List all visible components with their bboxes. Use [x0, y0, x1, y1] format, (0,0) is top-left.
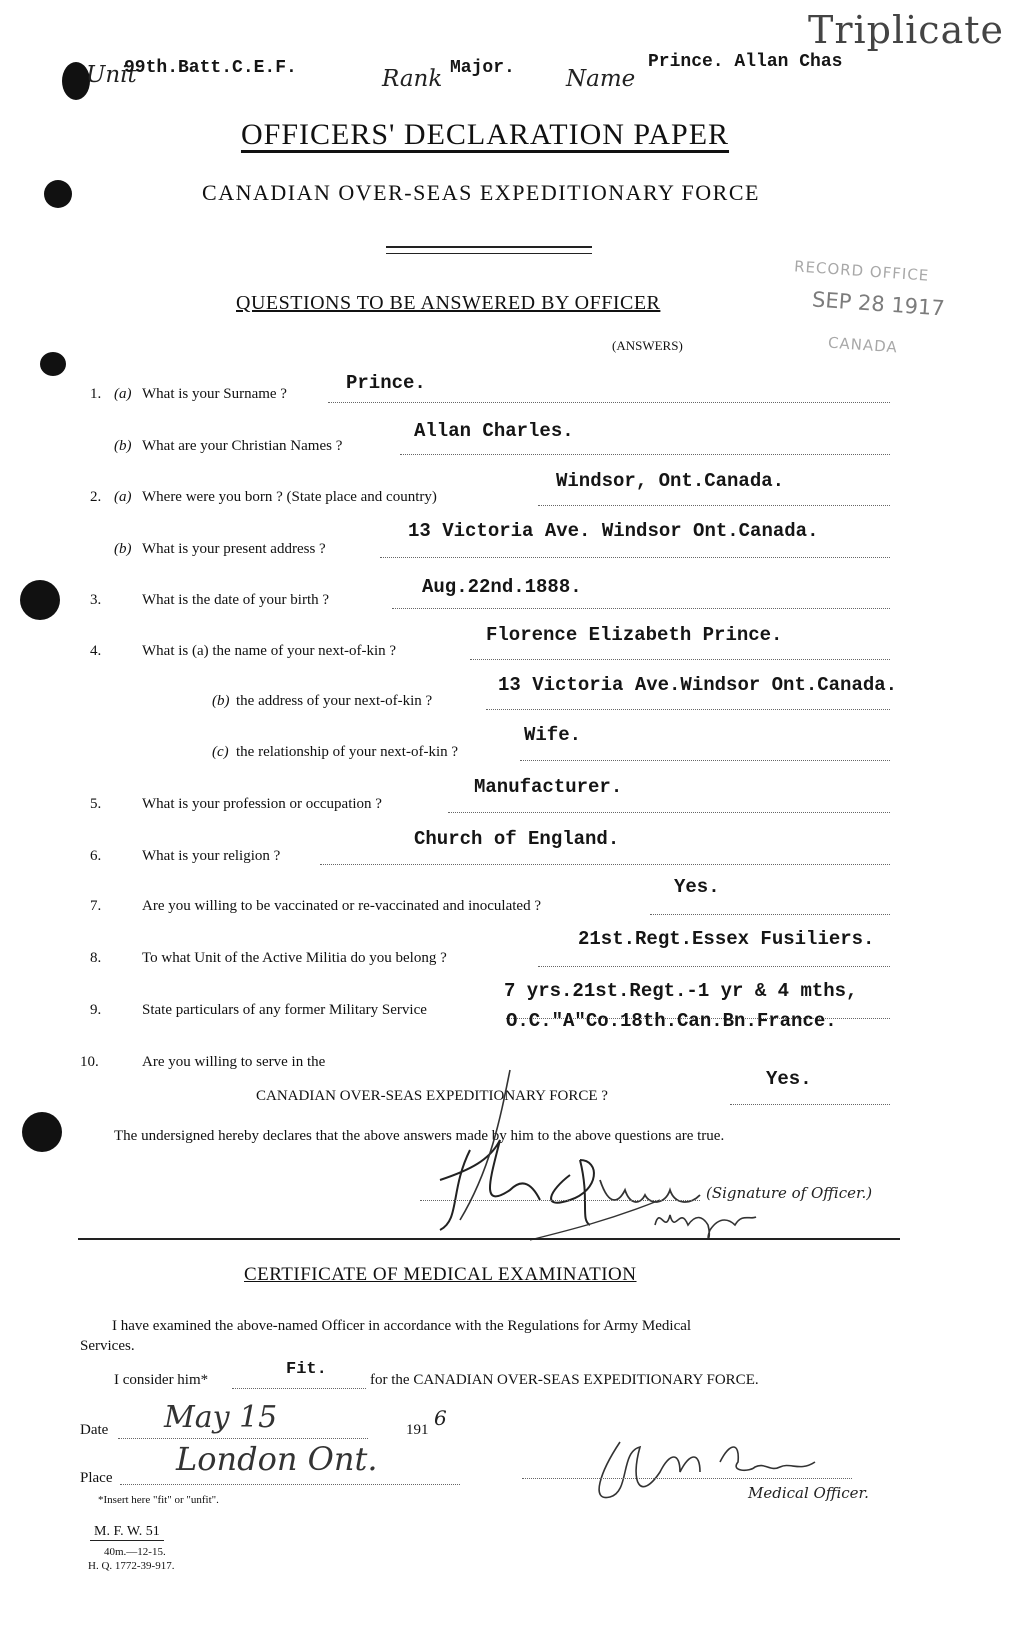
answer-text: Church of England. [414, 828, 620, 850]
year-prefix: 191 [406, 1422, 429, 1438]
question-text: What is your religion ? [142, 848, 281, 864]
answer-text: 13 Victoria Ave.Windsor Ont.Canada. [498, 674, 898, 696]
answer-line [538, 966, 890, 967]
rank-value: Major. [450, 58, 515, 78]
answer-line [380, 557, 890, 558]
question-text: Are you willing to serve in the [142, 1054, 326, 1070]
question-number: 7. [90, 898, 102, 914]
stamp-line1: RECORD OFFICE [793, 257, 930, 285]
question-number: 3. [90, 592, 102, 608]
answer-text: Manufacturer. [474, 776, 623, 798]
answer-text: Aug.22nd.1888. [422, 576, 582, 598]
answer-text: 21st.Regt.Essex Fusiliers. [578, 928, 875, 950]
answer-line [320, 864, 890, 865]
answer-line [400, 454, 890, 455]
punch-hole [40, 352, 66, 376]
place-value: London Ont. [176, 1440, 378, 1478]
medical-statement: I have examined the above-named Officer in accordance with the Regulations for Army Medical [112, 1318, 692, 1334]
print-run: 40m.—12-15. [104, 1546, 166, 1558]
question-text: To what Unit of the Active Militia do you belong ? [142, 950, 447, 966]
answer-text: Windsor, Ont.Canada. [556, 470, 785, 492]
question-number: 5. [90, 796, 102, 812]
question-number: 10. [80, 1054, 99, 1070]
medical-heading: CERTIFICATE OF MEDICAL EXAMINATION [244, 1264, 637, 1285]
answer-text: Florence Elizabeth Prince. [486, 624, 783, 646]
date-label: Date [80, 1422, 109, 1438]
question-number: 4. [90, 643, 102, 659]
consider-prefix: I consider him* [114, 1372, 209, 1388]
question-text: What are your Christian Names ? [142, 438, 343, 454]
signature-label: (Signature of Officer.) [706, 1184, 873, 1202]
medical-officer-line [522, 1478, 852, 1479]
answers-heading: (ANSWERS) [612, 338, 683, 353]
date-line [118, 1438, 368, 1439]
rank-label: Rank [382, 66, 443, 92]
question-number: 2. [90, 489, 102, 505]
question-number: 6. [90, 848, 102, 864]
answer-text: 7 yrs.21st.Regt.-1 yr & 4 mths, [504, 980, 858, 1002]
title-rule [386, 246, 592, 254]
hq-reference: H. Q. 1772-39-917. [88, 1560, 175, 1572]
question-sub: (b) [212, 693, 230, 709]
place-label: Place [80, 1470, 113, 1486]
answer-text: Yes. [766, 1068, 812, 1090]
question-text: Are you willing to be vaccinated or re-vaccinated and inoculated ? [142, 898, 541, 914]
punch-hole [20, 580, 60, 620]
answer-text-continued: O.C."A"Co.18th.Can.Bn.France. [506, 1010, 837, 1032]
question-text: the relationship of your next-of-kin ? [236, 744, 459, 760]
answer-line [470, 659, 890, 660]
answer-line [650, 914, 890, 915]
question-text-continued: CANADIAN OVER-SEAS EXPEDITIONARY FORCE ? [256, 1088, 608, 1104]
section-divider [78, 1238, 900, 1240]
unit-label: Unit [86, 62, 137, 88]
received-stamp [790, 254, 960, 366]
question-sub: (c) [212, 744, 229, 760]
year-suffix: 6 [434, 1406, 447, 1430]
medical-statement-continued: Services. [80, 1338, 135, 1354]
stamp-line3: CANADA [827, 333, 899, 357]
answer-line [486, 709, 890, 710]
question-number: 8. [90, 950, 102, 966]
insert-note: *Insert here "fit" or "unfit". [98, 1494, 219, 1506]
form-number: M. F. W. 51 [90, 1524, 164, 1541]
question-text: Where were you born ? (State place and country) [142, 489, 437, 505]
medical-officer-label: Medical Officer. [748, 1484, 869, 1502]
punch-hole [22, 1112, 62, 1152]
question-text: State particulars of any former Military Service [142, 1002, 427, 1018]
fitness-value: Fit. [286, 1360, 327, 1379]
question-sub: (a) [114, 489, 132, 505]
answer-text: Allan Charles. [414, 420, 574, 442]
question-text: the address of your next-of-kin ? [236, 693, 433, 709]
consider-suffix: for the CANADIAN OVER-SEAS EXPEDITIONARY FORCE. [370, 1372, 759, 1388]
questions-heading: QUESTIONS TO BE ANSWERED BY OFFICER [236, 292, 661, 314]
question-text: What is your profession or occupation ? [142, 796, 382, 812]
question-sub: (b) [114, 438, 132, 454]
page-title: OFFICERS' DECLARATION PAPER [240, 118, 730, 151]
name-value: Prince. Allan Chas [648, 52, 843, 72]
question-sub: (b) [114, 541, 132, 557]
question-text: What is the date of your birth ? [142, 592, 330, 608]
answer-text: Yes. [674, 876, 720, 898]
question-sub: (a) [114, 386, 132, 402]
triplicate-stamp: Triplicate [808, 8, 1004, 52]
answer-line [520, 760, 890, 761]
stamp-date: SEP 28 1917 [811, 287, 946, 321]
name-label: Name [566, 66, 636, 92]
answer-text: Wife. [524, 724, 582, 746]
question-text: What is (a) the name of your next-of-kin ? [142, 643, 397, 659]
answer-line [538, 505, 890, 506]
answer-text: 13 Victoria Ave. Windsor Ont.Canada. [408, 520, 819, 542]
page-subtitle: CANADIAN OVER-SEAS EXPEDITIONARY FORCE [202, 180, 760, 205]
place-line [120, 1484, 460, 1485]
declaration-text: The undersigned hereby declares that the above answers made by him to the above questions are true. [114, 1128, 725, 1144]
answer-line [328, 402, 890, 403]
answer-line [448, 812, 890, 813]
consider-line [232, 1388, 366, 1389]
unit-value: 99th.Batt.C.E.F. [124, 58, 297, 78]
question-number: 9. [90, 1002, 102, 1018]
question-text: What is your Surname ? [142, 386, 287, 402]
answer-line [392, 608, 890, 609]
answer-text: Prince. [346, 372, 426, 394]
date-value: May 15 [164, 1400, 278, 1435]
question-text: What is your present address ? [142, 541, 326, 557]
question-number: 1. [90, 386, 102, 402]
